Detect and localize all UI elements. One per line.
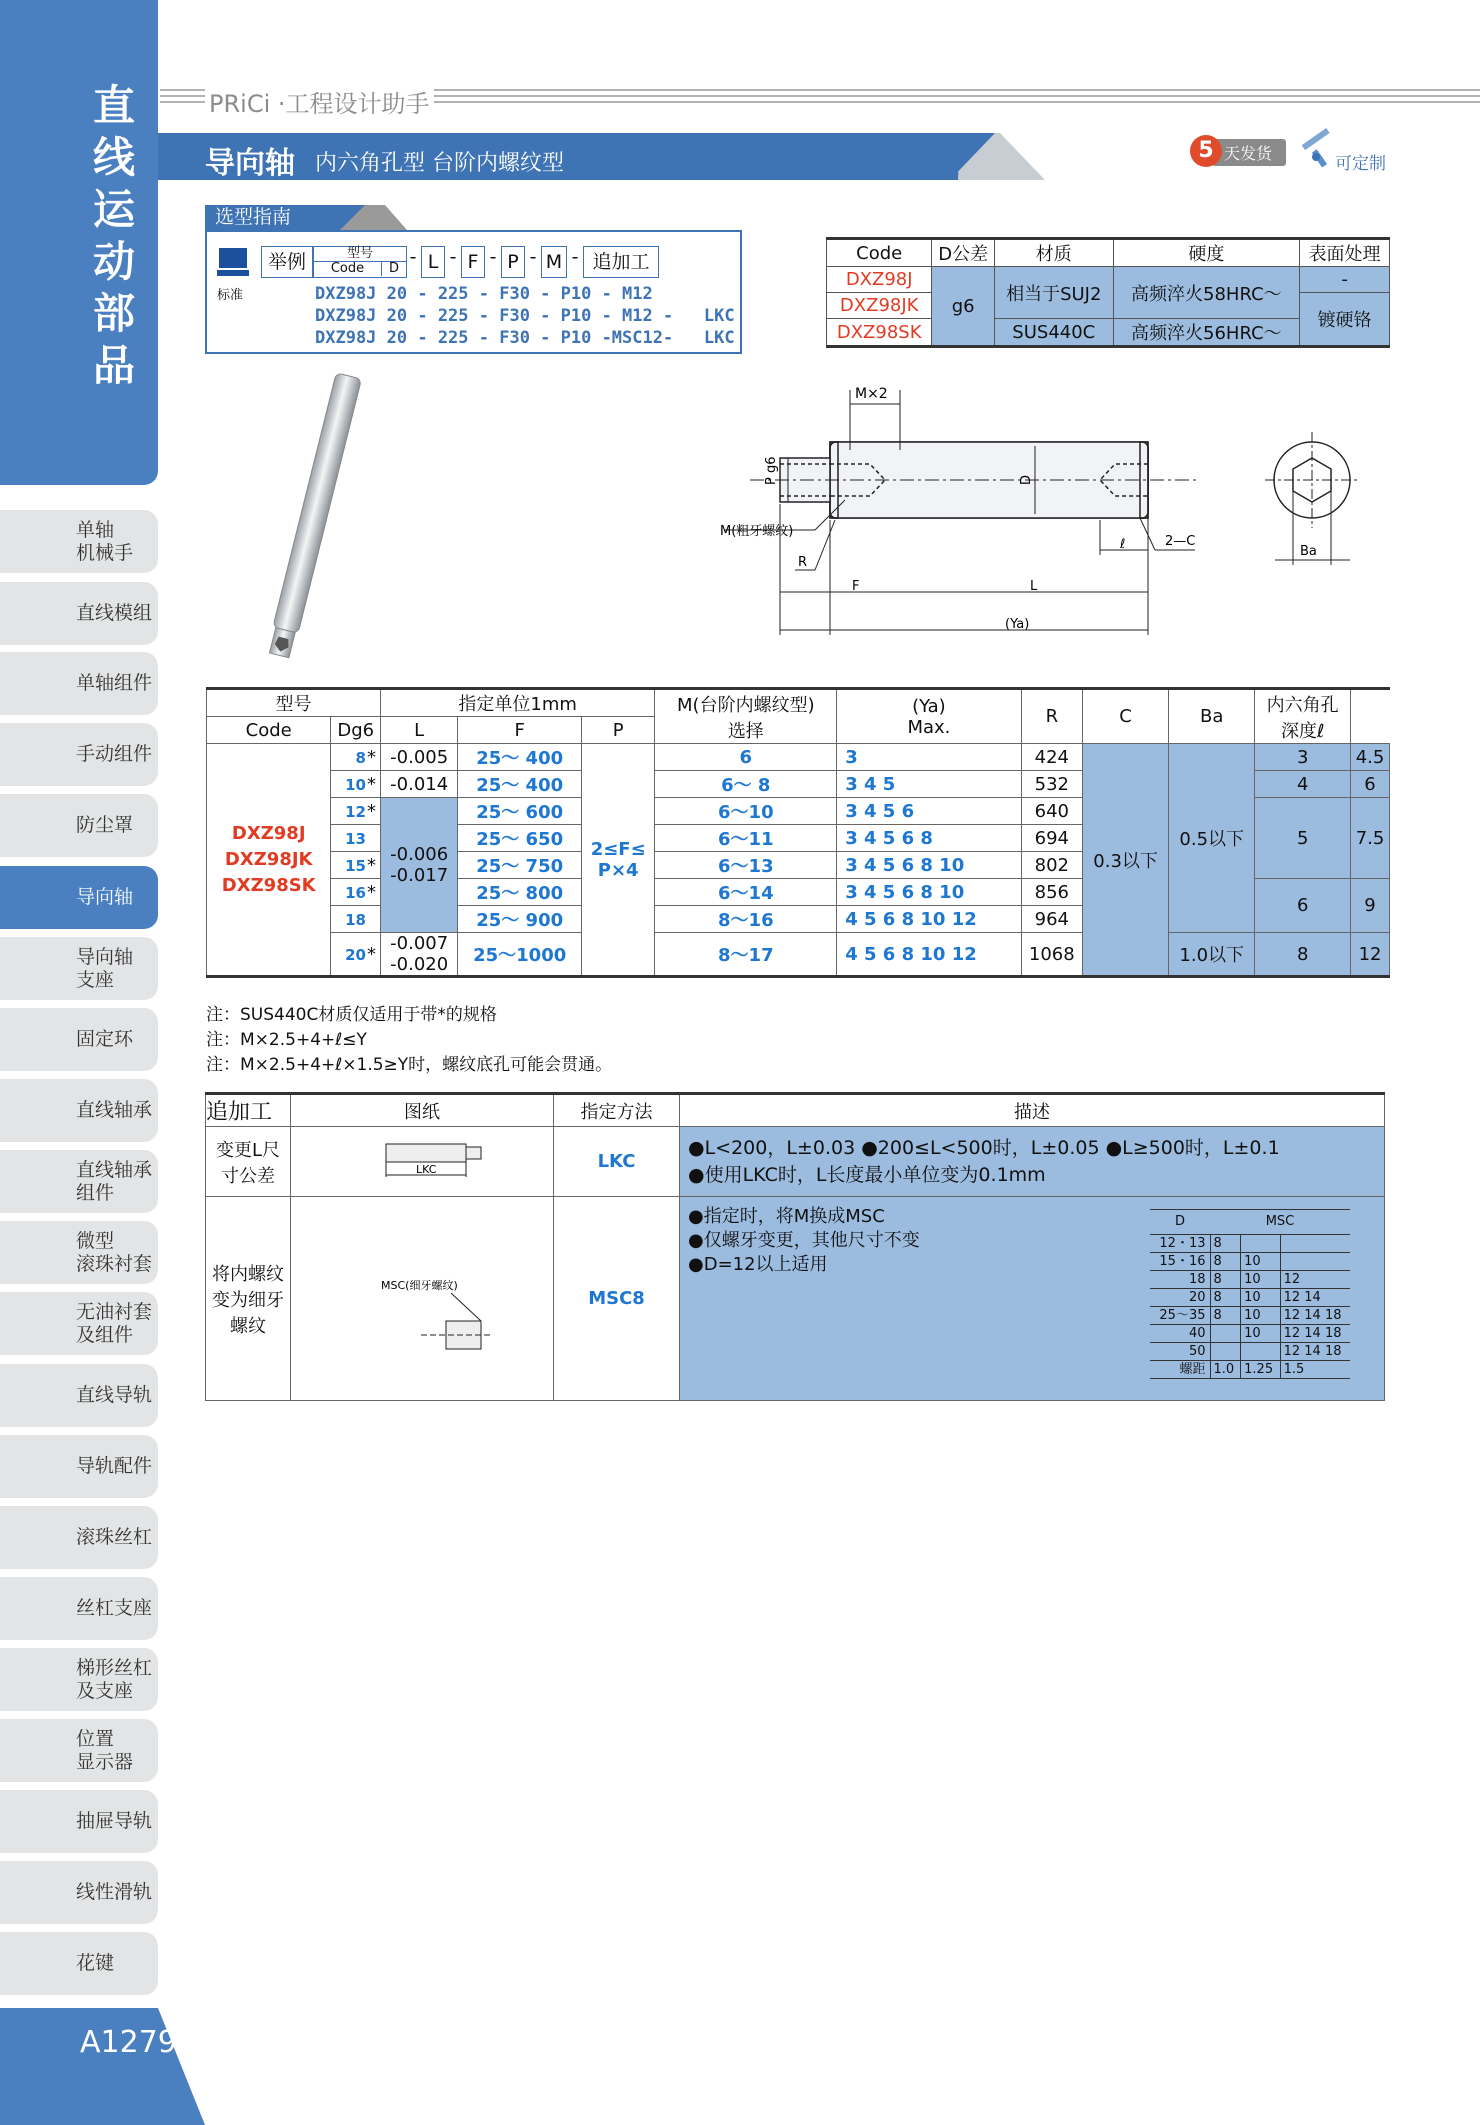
msc-figure	[291, 1221, 553, 1371]
spec-tol-line: -0.017	[390, 865, 449, 886]
spec-ba: 6	[1255, 879, 1351, 933]
spec-d	[331, 771, 381, 798]
dim-d: D	[1019, 474, 1034, 485]
sidebar-item[interactable]: 手动组件	[0, 723, 158, 786]
chapter-char: 运	[92, 185, 135, 234]
note-2: 注：M×2.5+4+ℓ≤Y	[206, 1030, 367, 1050]
spec-l: 25～ 800	[458, 879, 582, 906]
field-m: M	[541, 246, 567, 278]
msc-cell: 8	[1210, 1235, 1241, 1253]
spec-l: 25～1000	[458, 933, 582, 977]
spec-codes	[207, 744, 331, 977]
spec-c: 0.5以下	[1169, 744, 1255, 933]
add-row1-code: LKC	[554, 1127, 680, 1197]
spec-code: DXZ98SK	[221, 874, 316, 896]
add-h-method: 指定方法	[554, 1094, 680, 1127]
spec-depth: 9	[1351, 879, 1390, 933]
sidebar-item[interactable]: 单轴 机械手	[0, 510, 158, 573]
sidebar-item[interactable]: 线性滑轨	[0, 1861, 158, 1924]
sidebar-item[interactable]: 直线轴承	[0, 1079, 158, 1142]
mat-h-hardness: 硬度	[1113, 239, 1300, 267]
additional-table	[205, 1092, 1385, 1401]
model-box	[313, 246, 407, 278]
msc-cell: 1.25	[1241, 1361, 1280, 1379]
spec-l: 25～ 600	[458, 798, 582, 825]
msc-cell: 1.0	[1210, 1361, 1241, 1379]
spec-tol: -0.014	[380, 771, 457, 798]
spec-p: 6～10	[655, 798, 837, 825]
add-row1-desc1: ●L<200，L±0.03 ●200≤L<500时，L±0.05 ●L≥500时，L±0.1	[688, 1136, 1280, 1159]
spec-ba: 8	[1255, 933, 1351, 977]
delivery-badge: 天发货	[1212, 139, 1286, 166]
msc-cell: 50	[1150, 1343, 1210, 1361]
mat-hardness-1: 高频淬火58HRC～	[1113, 267, 1300, 319]
add-row2-desc	[680, 1197, 1385, 1401]
guide-tab: 选型指南	[205, 205, 335, 230]
spec-d-value: 12	[345, 802, 366, 821]
std-label: 标准	[217, 288, 244, 303]
spec-h-hex	[1255, 689, 1351, 744]
msc-row	[1150, 1271, 1350, 1289]
spec-p: 6～ 8	[655, 771, 837, 798]
sidebar-item[interactable]: 丝杠支座	[0, 1577, 158, 1640]
spec-l: 25～ 750	[458, 852, 582, 879]
sidebar-item[interactable]: 防尘罩	[0, 794, 158, 857]
spec-l: 25～ 400	[458, 771, 582, 798]
chapter-char: 线	[92, 133, 135, 182]
model-label: 型号	[346, 246, 373, 261]
mat-code-2: DXZ98JK	[827, 293, 932, 319]
dim-2c: 2—C	[1165, 534, 1196, 549]
lkc-figure	[291, 1129, 553, 1189]
msc-cell	[1280, 1253, 1350, 1271]
spec-d-star: *	[366, 773, 376, 795]
spec-depth: 12	[1351, 933, 1390, 977]
spec-p: 8～16	[655, 906, 837, 933]
spec-h-dg6: Dg6	[331, 717, 381, 744]
sidebar-item[interactable]: 直线模组	[0, 582, 158, 645]
spec-ya: 964	[1021, 906, 1082, 933]
spec-p: 6～14	[655, 879, 837, 906]
msc-cell: 8	[1210, 1307, 1241, 1325]
spec-h-model: 型号	[207, 689, 381, 717]
spec-d	[331, 879, 381, 906]
spec-d-value: 15	[345, 856, 366, 875]
spec-ya: 1068	[1021, 933, 1082, 977]
sidebar-item[interactable]: 单轴组件	[0, 652, 158, 715]
spec-p: 6～11	[655, 825, 837, 852]
msc-cell: 12 14	[1280, 1289, 1350, 1307]
spec-h-unit: 指定单位1mm	[380, 689, 654, 717]
msc-row	[1150, 1361, 1350, 1379]
msc-cell: 8	[1210, 1271, 1241, 1289]
spec-ya: 802	[1021, 852, 1082, 879]
lkc-fig-label: LKC	[416, 1163, 437, 1176]
field-p: P	[501, 246, 525, 278]
msc-row	[1150, 1235, 1350, 1253]
spec-ya: 856	[1021, 879, 1082, 906]
sidebar-item[interactable]: 滚珠丝杠	[0, 1506, 158, 1569]
shaft-drawing	[700, 380, 1380, 640]
guide-line-1: DXZ98J 20 - 225 - F30 - P10 - M12	[315, 284, 653, 304]
page-subtitle: 内六角孔型 台阶内螺纹型	[315, 151, 564, 176]
msc-cell	[1210, 1343, 1241, 1361]
customizable-label: 可定制	[1335, 154, 1386, 174]
mat-h-surface: 表面处理	[1300, 239, 1390, 267]
spec-l: 25～ 900	[458, 906, 582, 933]
spec-h-ba: Ba	[1169, 689, 1255, 744]
sidebar-item[interactable]: 梯形丝杠 及支座	[0, 1648, 158, 1711]
sidebar-item[interactable]: 抽屉导轨	[0, 1790, 158, 1853]
mat-h-material: 材质	[994, 239, 1113, 267]
msc-cell: 1.5	[1280, 1361, 1350, 1379]
add-row2-desc2: ●仅螺牙变更，其他尺寸不变	[688, 1230, 920, 1251]
d-label: D	[388, 261, 399, 276]
spec-p: 6	[655, 744, 837, 771]
sidebar-item[interactable]: 导向轴 支座	[0, 937, 158, 1000]
mat-material-1: 相当于SUJ2	[994, 267, 1113, 319]
msc-cell: 10	[1241, 1253, 1280, 1271]
spec-m: 3 4 5 6 8	[837, 825, 1021, 852]
msc-cell: 10	[1241, 1289, 1280, 1307]
msc-h-msc: MSC	[1210, 1210, 1350, 1235]
spec-h-r: R	[1021, 689, 1082, 744]
spec-ba: 5	[1255, 798, 1351, 879]
page-number: A1279	[80, 2025, 177, 2060]
msc-row	[1150, 1343, 1350, 1361]
spec-m: 3 4 5 6	[837, 798, 1021, 825]
spec-d	[331, 906, 381, 933]
sidebar	[0, 0, 177, 2125]
example-box: 举例	[261, 246, 313, 278]
spec-d-value: 13	[345, 829, 366, 848]
spec-table	[206, 687, 1390, 978]
spec-h-ya	[837, 689, 1021, 744]
msc-h-d: D	[1150, 1210, 1210, 1235]
msc-cell: 20	[1150, 1289, 1210, 1307]
spec-h-max: Max.	[907, 716, 951, 738]
spec-tol-line: -0.006	[390, 844, 449, 865]
mat-h-tol: D公差	[932, 239, 995, 267]
msc-cell: 螺距	[1150, 1361, 1210, 1379]
spec-h-code: Code	[207, 717, 331, 744]
spec-d-star: *	[366, 854, 376, 876]
sidebar-item[interactable]: 直线轴承 组件	[0, 1150, 158, 1213]
dim-mthread: M(粗牙螺纹)	[720, 524, 794, 539]
code-label: Code	[314, 262, 382, 276]
spec-h-f: F	[458, 717, 582, 744]
add-row2-desc1: ●指定时，将M换成MSC	[688, 1206, 885, 1227]
dim-r: R	[798, 555, 808, 570]
mat-tol: g6	[932, 267, 995, 347]
dim-f: F	[852, 579, 860, 594]
spec-ba: 4	[1255, 771, 1351, 798]
mat-hardness-2: 高频淬火56HRC～	[1113, 319, 1300, 347]
msc-cell: 12	[1280, 1271, 1350, 1289]
add-h-extra: 追加工	[206, 1094, 291, 1127]
dim-ba: Ba	[1300, 544, 1317, 559]
guide-line-2: DXZ98J 20 - 225 - F30 - P10 - M12 - LKC	[315, 306, 735, 326]
mat-code-3: DXZ98SK	[827, 319, 932, 347]
add-row1-desc2: ●使用LKC时，L长度最小单位变为0.1mm	[688, 1163, 1046, 1186]
msc-cell: 8	[1210, 1253, 1241, 1271]
sidebar-item[interactable]: 导向轴	[0, 866, 158, 929]
msc-cell: 18	[1150, 1271, 1210, 1289]
add-h-desc: 描述	[680, 1094, 1385, 1127]
spec-d-value: 18	[345, 910, 366, 929]
chapter-title	[84, 80, 144, 392]
add-row2-code: MSC8	[554, 1197, 680, 1401]
msc-fig-label: MSC(细牙螺纹)	[381, 1279, 458, 1292]
note-3: 注：M×2.5+4+ℓ×1.5≥Y时，螺纹底孔可能会贯通。	[206, 1055, 613, 1075]
spec-h-sel: 选择	[727, 720, 764, 742]
add-h-drawing: 图纸	[291, 1094, 554, 1127]
spec-p: 8～17	[655, 933, 837, 977]
spec-code: DXZ98JK	[224, 848, 313, 870]
mat-material-2: SUS440C	[994, 319, 1113, 347]
spec-ba: 3	[1255, 744, 1351, 771]
spec-d-star: *	[366, 746, 376, 768]
msc-cell: 10	[1241, 1307, 1280, 1325]
mat-surface-2: 镀硬铬	[1300, 293, 1390, 347]
spec-depth: 7.5	[1351, 798, 1390, 879]
shaft-photo	[240, 370, 390, 670]
spec-depth: 6	[1351, 771, 1390, 798]
page-title: 导向轴	[205, 146, 295, 181]
spec-tol	[380, 798, 457, 933]
sidebar-item[interactable]: 无油衬套 及组件	[0, 1292, 158, 1355]
dim-m2: M×2	[855, 386, 888, 402]
mat-h-code: Code	[827, 239, 932, 267]
spec-d-value: 8	[355, 748, 366, 767]
note-1: 注：SUS440C材质仅适用于带*的规格	[206, 1005, 497, 1025]
msc-cell: 10	[1241, 1325, 1280, 1343]
spec-h-m	[655, 689, 837, 744]
spec-d	[331, 825, 381, 852]
spec-d-value: 16	[345, 883, 366, 902]
chapter-char: 动	[92, 237, 135, 286]
field-f: F	[461, 246, 485, 278]
guide-box: 标准 举例 型号 Code D - L - F - P - M - 追加工 DXZ98J 20 - 225 - F30 - P10 - M12 DXZ98J 20 - 225 - F30 - P10 - M12 - LKC DXZ98J 20 - 225 - F30 - P10 -MSC12- LKC	[205, 230, 742, 354]
spec-tol	[380, 933, 457, 977]
sidebar-item[interactable]: 花键	[0, 1932, 158, 1995]
spec-code: DXZ98J	[231, 822, 306, 844]
monitor-icon	[217, 246, 249, 278]
msc-cell: 15・16	[1150, 1253, 1210, 1271]
spec-d-value: 20	[345, 945, 366, 964]
dim-ell: ℓ	[1120, 537, 1126, 552]
spec-f: 2≤F≤ P×4	[581, 744, 654, 977]
spec-h-depth: 深度ℓ	[1280, 720, 1325, 742]
spec-m: 3	[837, 744, 1021, 771]
spec-l: 25～ 650	[458, 825, 582, 852]
spec-tol-line: -0.007	[390, 933, 449, 954]
spec-h-m-label: M(台阶内螺纹型)	[677, 694, 815, 716]
dim-pg6: P g6	[764, 456, 779, 485]
spec-ya: 424	[1021, 744, 1082, 771]
msc-cell	[1241, 1235, 1280, 1253]
msc-cell: 8	[1210, 1289, 1241, 1307]
spec-m: 4 5 6 8 10 12	[837, 906, 1021, 933]
title-bar-tail	[900, 133, 1050, 180]
msc-row	[1150, 1289, 1350, 1307]
sidebar-item[interactable]: 直线导轨	[0, 1364, 158, 1427]
sidebar-item[interactable]: 位置 显示器	[0, 1719, 158, 1782]
add-row1-name: 变更L尺 寸公差	[206, 1127, 291, 1197]
spec-d-star: *	[366, 800, 376, 822]
msc-row	[1150, 1325, 1350, 1343]
spec-d	[331, 933, 381, 977]
msc-cell	[1210, 1325, 1241, 1343]
mat-surface-1: -	[1300, 267, 1390, 293]
add-row1-desc	[680, 1127, 1385, 1197]
spec-h-c: C	[1083, 689, 1169, 744]
dim-ya: (Ya)	[1005, 617, 1030, 632]
spec-h-hex-label: 内六角孔	[1266, 694, 1339, 716]
msc-cell: 40	[1150, 1325, 1210, 1343]
msc-cell: 10	[1241, 1271, 1280, 1289]
spec-row	[207, 744, 1390, 771]
spec-ya: 694	[1021, 825, 1082, 852]
spec-row	[207, 933, 1390, 977]
spec-tol: -0.005	[380, 744, 457, 771]
material-table	[826, 237, 1390, 348]
spec-d	[331, 798, 381, 825]
spec-d	[331, 852, 381, 879]
chapter-char: 部	[92, 289, 135, 338]
spec-d-star: *	[366, 943, 376, 965]
spec-h-l: L	[380, 717, 457, 744]
spec-ya: 640	[1021, 798, 1082, 825]
add-row2-name: 将内螺纹 变为细牙 螺纹	[206, 1197, 291, 1401]
spec-m: 3 4 5 6 8 10	[837, 852, 1021, 879]
spec-ya: 532	[1021, 771, 1082, 798]
msc-cell: 12 14 18	[1280, 1343, 1350, 1361]
extra-box: 追加工	[583, 246, 659, 278]
msc-row	[1150, 1307, 1350, 1325]
spec-d	[331, 744, 381, 771]
add-row2-desc3: ●D=12以上适用	[688, 1254, 828, 1275]
msc-table	[1150, 1209, 1350, 1379]
spec-m: 3 4 5 6 8 10	[837, 879, 1021, 906]
add-row2-figure	[291, 1197, 554, 1401]
spec-c: 1.0以下	[1169, 933, 1255, 977]
msc-cell: 12 14 18	[1280, 1307, 1350, 1325]
sidebar-item[interactable]: 固定环	[0, 1008, 158, 1071]
sidebar-item[interactable]: 导轨配件	[0, 1435, 158, 1498]
spec-h-p: P	[581, 717, 654, 744]
msc-cell	[1241, 1343, 1280, 1361]
spec-d-value: 10	[345, 775, 366, 794]
spec-m: 3 4 5	[837, 771, 1021, 798]
guide-tab-tail	[335, 205, 410, 230]
msc-row	[1150, 1253, 1350, 1271]
msc-cell: 25～35	[1150, 1307, 1210, 1325]
guide-line-3: DXZ98J 20 - 225 - F30 - P10 -MSC12- LKC	[315, 328, 735, 348]
msc-cell: 12・13	[1150, 1235, 1210, 1253]
spec-r: 0.3以下	[1083, 744, 1169, 977]
dim-l: L	[1030, 579, 1038, 594]
field-l: L	[421, 246, 445, 278]
brand-text: PRiCi ·工程设计助手	[205, 84, 434, 119]
spec-p: 6～13	[655, 852, 837, 879]
mat-code-1: DXZ98J	[827, 267, 932, 293]
add-row1-figure	[291, 1127, 554, 1197]
msc-cell	[1280, 1235, 1350, 1253]
spec-l: 25～ 400	[458, 744, 582, 771]
spec-tol-line: -0.020	[390, 954, 449, 975]
delivery-days: 5	[1190, 135, 1222, 167]
spec-d-star: *	[366, 881, 376, 903]
sidebar-item[interactable]: 微型 滚珠衬套	[0, 1221, 158, 1284]
chapter-char: 品	[92, 341, 135, 390]
msc-cell: 12 14 18	[1280, 1325, 1350, 1343]
spec-m: 4 5 6 8 10 12	[837, 933, 1021, 977]
spec-depth: 4.5	[1351, 744, 1390, 771]
chapter-char: 直	[92, 81, 135, 130]
spec-h-ya-label: (Ya)	[912, 695, 946, 717]
